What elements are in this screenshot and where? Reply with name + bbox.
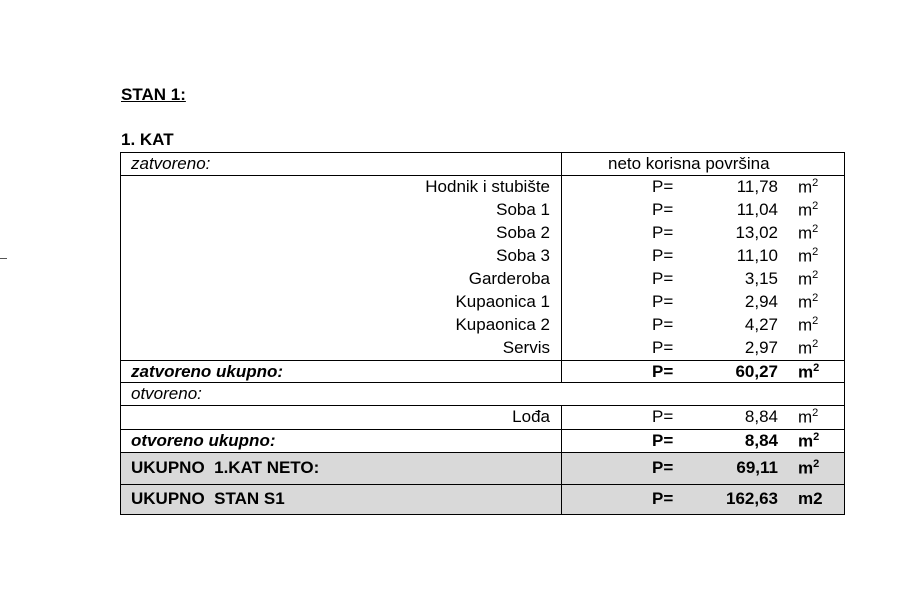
floor-title: 1. KAT bbox=[121, 130, 174, 149]
room-area-value: 11,78 bbox=[736, 177, 778, 196]
table-row bbox=[121, 222, 844, 245]
room-name: Hodnik i stubište bbox=[425, 177, 550, 196]
unit-label: $m^2$ bbox=[798, 269, 819, 289]
room-name: Kupaonica 1 bbox=[455, 292, 550, 311]
closed-rooms-list bbox=[121, 176, 844, 360]
grand-total-row bbox=[121, 484, 844, 514]
apartment-title: STAN 1: bbox=[121, 85, 186, 104]
open-total-value: 8,84 bbox=[744, 431, 778, 450]
room-area-value: 2,97 bbox=[744, 338, 778, 357]
floor-total-row bbox=[121, 452, 844, 484]
room-name: Soba 3 bbox=[496, 246, 550, 265]
closed-total-value: 60,27 bbox=[735, 362, 778, 381]
open-rooms-list bbox=[121, 406, 844, 429]
p-label: P= bbox=[652, 200, 674, 219]
unit-label: $m^2$ bbox=[798, 200, 819, 220]
open-total-label: otvoreno ukupno: bbox=[131, 431, 276, 450]
unit-label: $m^2$ bbox=[798, 246, 819, 266]
room-area-value: 4,27 bbox=[744, 315, 778, 334]
room-area-value: 3,15 bbox=[744, 269, 778, 288]
grand-total-value: 162,63 bbox=[726, 489, 778, 508]
room-area-value: 11,10 bbox=[736, 246, 778, 265]
p-label: P= bbox=[652, 246, 674, 265]
open-section-row bbox=[121, 383, 844, 406]
p-label: P= bbox=[652, 292, 674, 311]
floor-total-label: UKUPNO 1.KAT NETO: bbox=[131, 458, 320, 477]
closed-total-row bbox=[121, 360, 844, 383]
room-name: Garderoba bbox=[468, 269, 550, 288]
table-row bbox=[121, 199, 844, 222]
room-area-value: 2,94 bbox=[744, 292, 778, 311]
table-row bbox=[121, 268, 844, 291]
p-label: P= bbox=[652, 269, 674, 288]
p-label: P= bbox=[652, 177, 674, 196]
floor-total-value: 69,11 bbox=[736, 458, 778, 477]
unit-label: $m^2$ bbox=[798, 458, 820, 478]
table-header-row bbox=[121, 153, 844, 176]
room-name: Servis bbox=[502, 338, 550, 357]
p-label: P= bbox=[652, 315, 674, 334]
margin-tick-mark bbox=[0, 258, 7, 259]
area-table bbox=[120, 152, 845, 515]
room-area-value: 11,04 bbox=[736, 200, 778, 219]
p-label: P= bbox=[652, 362, 674, 381]
p-label: P= bbox=[652, 489, 674, 508]
table-row bbox=[121, 337, 844, 360]
table-row bbox=[121, 245, 844, 268]
p-label: P= bbox=[652, 338, 674, 357]
unit-label: $m^2$ bbox=[798, 315, 819, 335]
open-total-row bbox=[121, 429, 844, 452]
area-column-header: neto korisna površina bbox=[608, 154, 770, 173]
room-name: Lođa bbox=[512, 407, 550, 426]
unit-label: $m^2$ bbox=[798, 292, 819, 312]
room-name: Soba 2 bbox=[496, 223, 550, 242]
grand-total-label: UKUPNO STAN S1 bbox=[131, 489, 285, 508]
p-label: P= bbox=[652, 431, 674, 450]
p-label: P= bbox=[652, 223, 674, 242]
unit-label: $m^2$ bbox=[798, 177, 819, 197]
grand-total-unit: m2 bbox=[798, 489, 823, 508]
unit-label: $m^2$ bbox=[798, 338, 819, 358]
room-name: Soba 1 bbox=[496, 200, 550, 219]
table-row bbox=[121, 176, 844, 199]
closed-total-label: zatvoreno ukupno: bbox=[131, 362, 284, 381]
table-row bbox=[121, 291, 844, 314]
unit-label: $m^2$ bbox=[798, 407, 819, 427]
room-area-value: 13,02 bbox=[735, 223, 778, 242]
unit-label: $m^2$ bbox=[798, 431, 820, 451]
table-row bbox=[121, 406, 844, 429]
open-section-label: otvoreno: bbox=[131, 384, 202, 403]
table-row bbox=[121, 314, 844, 337]
p-label: P= bbox=[652, 458, 674, 477]
room-name: Kupaonica 2 bbox=[455, 315, 550, 334]
closed-section-label: zatvoreno: bbox=[131, 154, 211, 173]
room-area-value: 8,84 bbox=[744, 407, 778, 426]
unit-label: $m^2$ bbox=[798, 362, 820, 382]
unit-label: $m^2$ bbox=[798, 223, 819, 243]
p-label: P= bbox=[652, 407, 674, 426]
